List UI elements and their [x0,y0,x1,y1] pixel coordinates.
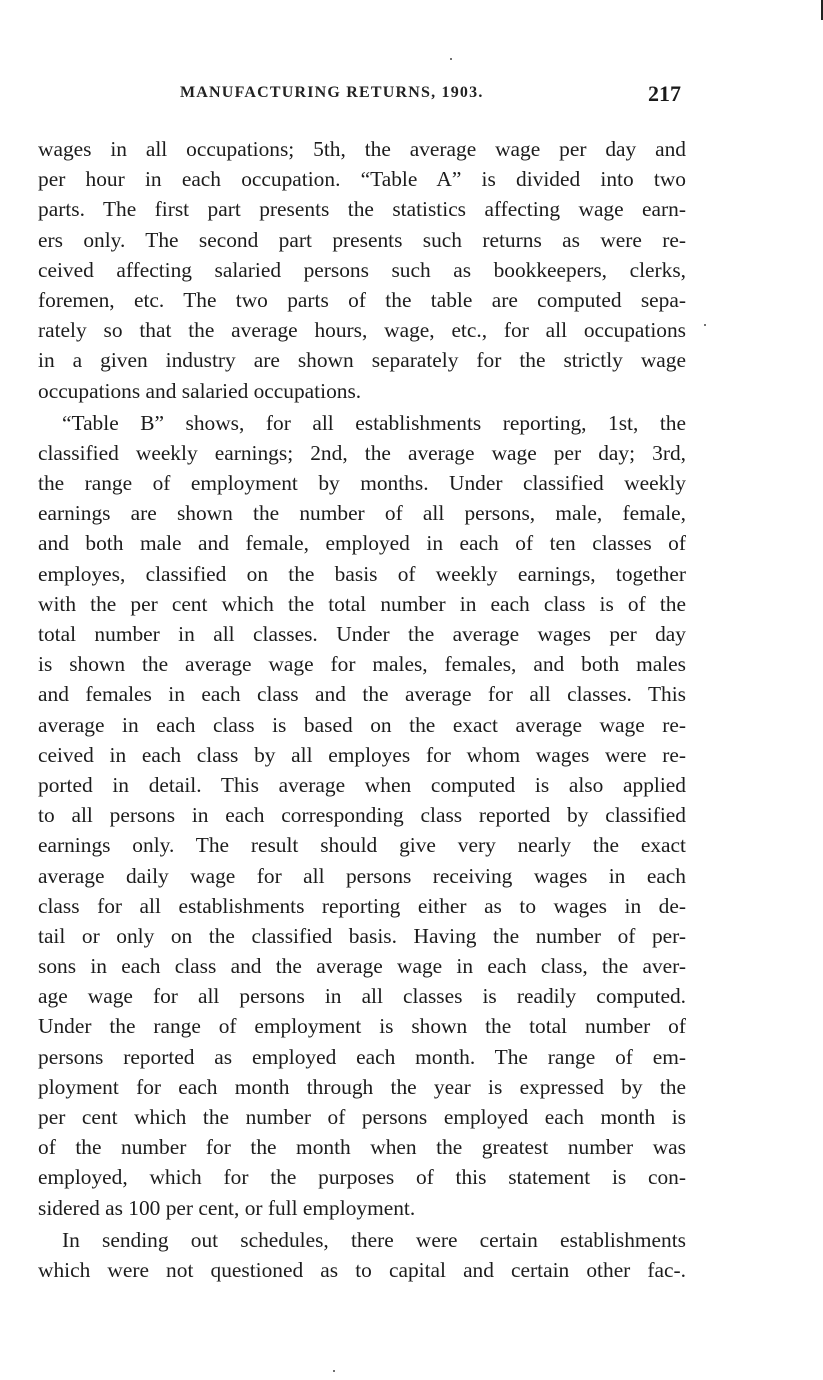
text-line: and both male and female, employed in each of ten classes of [38,531,686,556]
text-line: classified weekly earnings; 2nd, the average wage per day; 3rd, [38,440,686,465]
print-speck [333,1370,335,1372]
text-line: Under the range of employment is shown the total number of [38,1014,686,1039]
text-line: average in each class is based on the exact average wage re- [38,712,686,737]
text-line: wages in all occupations; 5th, the average wage per day and [38,137,686,161]
text-line: which were not questioned as to capital and certain other fac-. [38,1257,686,1282]
text-line: the range of employment by months. Under classified weekly [38,471,686,496]
text-line: ported in detail. This average when computed is also applied [38,772,686,797]
page-header [0,81,823,108]
text-line: ployment for each month through the year is expressed by the [38,1074,686,1099]
text-line: sons in each class and the average wage in each class, the aver- [38,954,686,979]
text-line: per hour in each occupation. “Table A” is divided into two [38,167,686,192]
text-line: foremen, etc. The two parts of the table are computed sepa- [38,287,686,312]
page-number: 217 [648,81,681,106]
text-line: employed, which for the purposes of this statement is con- [38,1165,686,1190]
text-line: earnings are shown the number of all persons, male, female, [38,501,686,526]
text-line: per cent which the number of persons employed each month is [38,1105,686,1129]
text-line: age wage for all persons in all classes is readily computed. [38,984,686,1009]
text-line: with the per cent which the total number in each class is of the [38,591,686,616]
print-speck [704,324,706,326]
running-head: MANUFACTURING RETURNS, 1903. [180,84,484,101]
text-line: “Table B” shows, for all establishments reporting, 1st, the [62,410,686,435]
text-line: parts. The first part presents the statistics affecting wage earn- [38,197,686,222]
text-line: persons reported as employed each month. The range of em- [38,1044,686,1069]
paragraph-2 [38,408,686,1223]
text-line: in a given industry are shown separately for the strictly wage [38,348,686,373]
text-line: ers only. The second part presents such returns as were re- [38,227,686,252]
text-line: to all persons in each corresponding class reported by classified [38,803,686,828]
text-line: In sending out schedules, there were certain establishments [62,1227,686,1252]
text-line: and females in each class and the average for all classes. This [38,682,686,707]
text-line: tail or only on the classified basis. Having the number of per- [38,923,686,948]
paragraph-3 [38,1225,686,1285]
text-line: occupations and salaried occupations. [38,378,362,403]
text-line: earnings only. The result should give very nearly the exact [38,833,686,858]
text-line: ceived in each class by all employes for whom wages were re- [38,742,686,767]
text-line: average daily wage for all persons receiving wages in each [38,863,686,888]
text-line: rately so that the average hours, wage, etc., for all occupations [38,318,686,343]
print-speck [450,58,452,60]
text-line: sidered as 100 per cent, or full employment. [38,1195,416,1220]
text-line: ceived affecting salaried persons such as bookkeepers, clerks, [38,257,686,282]
text-line: class for all establishments reporting either as to wages in de- [38,893,686,918]
paragraph-1 [38,134,686,406]
text-line: employes, classified on the basis of weekly earnings, together [38,561,686,586]
text-line: total number in all classes. Under the average wages per day [38,622,686,646]
text-line: is shown the average wage for males, females, and both males [38,652,686,677]
body-text [38,134,686,1285]
text-line: of the number for the month when the greatest number was [38,1135,686,1160]
